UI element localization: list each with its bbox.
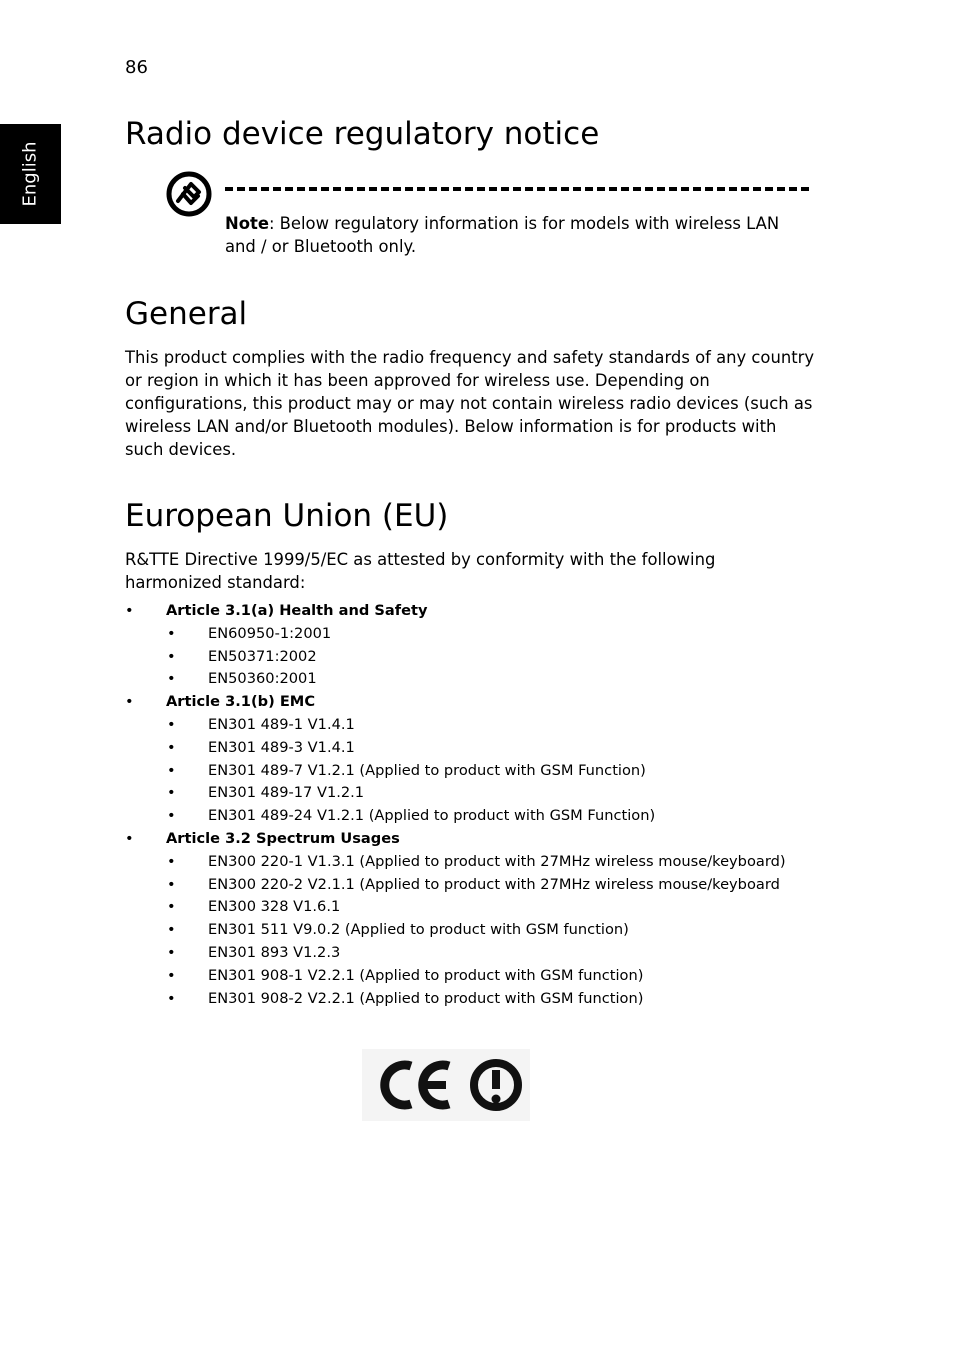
standard-item <box>125 988 825 1011</box>
standard-text: EN300 220-2 V2.1.1 (Applied to product with 27MHz wireless mouse/keyboard <box>208 875 780 893</box>
standard-text: EN300 328 V1.6.1 <box>208 898 341 916</box>
bullet: • <box>167 624 176 642</box>
eu-intro-paragraph: R&TTE Directive 1999/5/EC as attested by conformity with the following harmonized standard: <box>125 550 716 592</box>
article-item <box>125 691 825 714</box>
heading-european-union: European Union (EU) <box>125 498 449 534</box>
bullet: • <box>167 921 176 939</box>
standard-text: EN60950-1:2001 <box>208 624 332 642</box>
standard-text: EN301 893 V1.2.3 <box>208 943 341 961</box>
general-paragraph: This product complies with the radio frequency and safety standards of any country or region in which it has been approved for wireless use. Depending on configurations, this product may or may not contain wireless radio devices (such as wireless LAN and/or Bluetooth modules). Below information is for products with such devices. <box>125 348 815 459</box>
standard-text: EN301 489-7 V1.2.1 (Applied to product with GSM Function) <box>208 761 646 779</box>
bullet: • <box>167 647 176 665</box>
standard-item <box>125 805 825 828</box>
heading-general: General <box>125 296 248 332</box>
ce-alert-mark-icon <box>362 1049 530 1121</box>
article-item <box>125 828 825 851</box>
standard-item <box>125 896 825 919</box>
bullet: • <box>167 875 176 893</box>
standard-item <box>125 668 825 691</box>
article-title: Article 3.1(a) Health and Safety <box>166 602 428 619</box>
note-dashed-rule <box>225 187 809 191</box>
bullet: • <box>125 829 134 847</box>
article-title: Article 3.1(b) EMC <box>166 693 316 711</box>
bullet: • <box>167 989 176 1007</box>
bullet: • <box>167 807 176 825</box>
bullet: • <box>167 943 176 961</box>
standard-item <box>125 874 825 897</box>
bullet: • <box>167 715 176 733</box>
standard-item <box>125 714 825 737</box>
standard-text: EN50360:2001 <box>208 670 317 688</box>
bullet: • <box>167 966 176 984</box>
bullet: • <box>167 738 176 756</box>
standard-item <box>125 782 825 805</box>
standard-text: EN301 489-24 V1.2.1 (Applied to product with GSM Function) <box>208 807 656 825</box>
standard-text: EN300 220-1 V1.3.1 (Applied to product with 27MHz wireless mouse/keyboard) <box>208 852 786 870</box>
standard-item <box>125 760 825 783</box>
page-number: 86 <box>125 57 148 78</box>
bullet: • <box>167 898 176 916</box>
bullet: • <box>125 602 134 619</box>
standards-list <box>125 600 825 1010</box>
standard-item <box>125 623 825 646</box>
note-body: : Below regulatory information is for models with wireless LAN and / or Bluetooth only. <box>225 214 780 256</box>
standard-text: EN50371:2002 <box>208 647 317 665</box>
standard-item <box>125 737 825 760</box>
standard-text: EN301 489-17 V1.2.1 <box>208 784 365 802</box>
note-icon <box>165 170 213 218</box>
article-title: Article 3.2 Spectrum Usages <box>166 829 400 847</box>
standard-text: EN301 511 V9.0.2 (Applied to product with GSM function) <box>208 921 629 939</box>
bullet: • <box>167 784 176 802</box>
standard-item <box>125 942 825 965</box>
bullet: • <box>167 852 176 870</box>
heading-radio-device-regulatory-notice: Radio device regulatory notice <box>125 116 600 152</box>
bullet: • <box>167 761 176 779</box>
standard-text: EN301 489-1 V1.4.1 <box>208 715 355 733</box>
standard-item <box>125 919 825 942</box>
language-tab <box>0 124 61 224</box>
standard-text: EN301 489-3 V1.4.1 <box>208 738 355 756</box>
language-tab-label: English <box>19 141 41 207</box>
standard-item <box>125 851 825 874</box>
standard-item <box>125 646 825 669</box>
standard-item <box>125 965 825 988</box>
bullet: • <box>167 670 176 688</box>
note-text <box>225 212 805 258</box>
article-item <box>125 600 825 623</box>
note-label: Note <box>225 214 269 233</box>
bullet: • <box>125 693 134 711</box>
standard-text: EN301 908-2 V2.2.1 (Applied to product with GSM function) <box>208 989 644 1007</box>
standard-text: EN301 908-1 V2.2.1 (Applied to product with GSM function) <box>208 966 644 984</box>
